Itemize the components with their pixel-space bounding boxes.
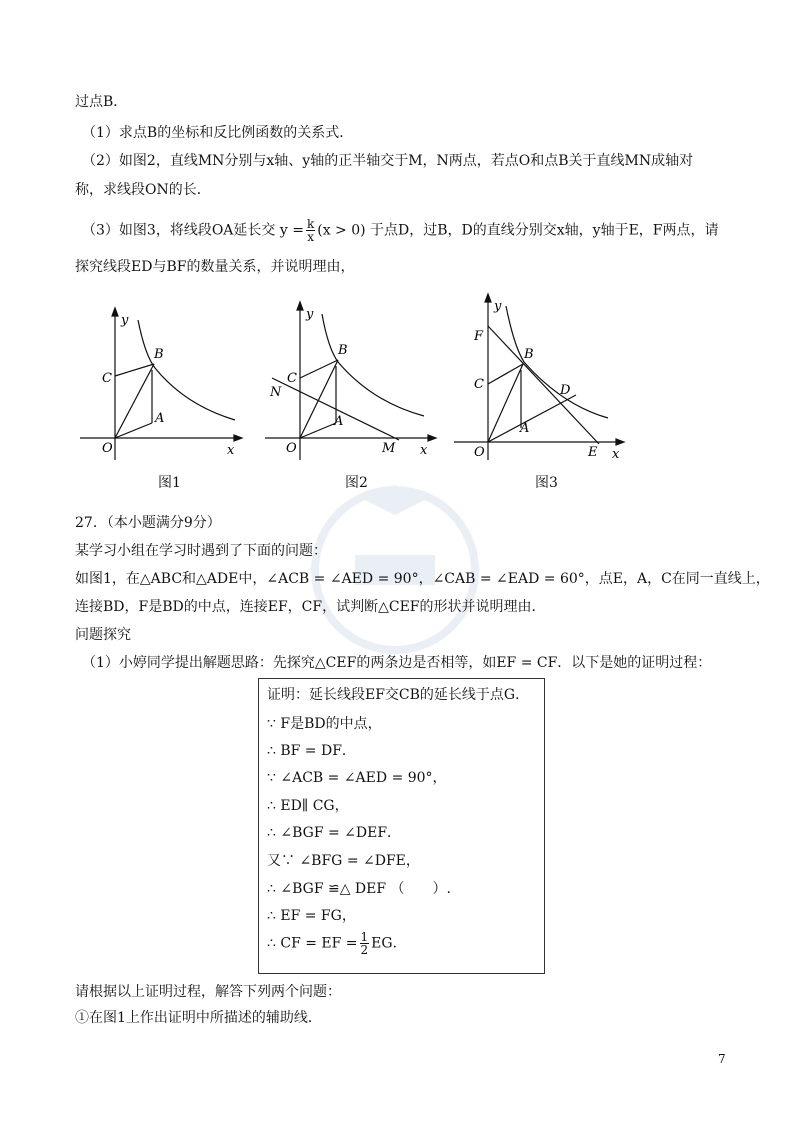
fig2-b-label: B: [338, 343, 348, 358]
figure-3-caption: 图3: [535, 475, 558, 491]
figure-2-caption: 图2: [345, 475, 368, 491]
text-line-4: [82, 218, 719, 243]
fig2-m-label: M: [382, 441, 396, 456]
text-line-4-b: (x > 0) 于点D，过B，D的直线分别交x轴，y轴于E，F两点，请: [317, 222, 719, 239]
fig2-y-label: y: [306, 307, 314, 322]
fig2-o-label: O: [286, 441, 297, 456]
text-line-2: （2）如图2，直线MN分别与x轴、y轴的正半轴交于M，N两点，若点O和点B关于直线MN成轴对: [82, 153, 694, 169]
proof-box: [258, 678, 545, 974]
proof-line-2: ∴ BF = DF．: [267, 743, 356, 759]
proof-line-8: ∴ EF = FG，: [267, 908, 356, 924]
fig1-c-label: C: [102, 371, 112, 386]
text-line-9: 连接BD，F是BD的中点，连接EF，CF，试判断△CEF的形状并说明理由．: [75, 599, 546, 615]
fig1-a-label: A: [155, 411, 165, 426]
proof-line-3: ∵ ∠ACB = ∠AED = 90°，: [267, 770, 447, 786]
text-line-4-a: （3）如图3，将线段OA延长交 y =: [82, 222, 304, 239]
fig3-y-label: y: [494, 299, 502, 314]
fraction-den: x: [307, 230, 314, 244]
text-line-10: 问题探究: [75, 627, 131, 643]
fig1-b-label: B: [154, 347, 164, 362]
text-line-0: 过点B．: [75, 94, 128, 110]
proof-line-6: 又∵ ∠BFG = ∠DFE，: [267, 853, 420, 869]
text-line-8: 如图1，在△ABC和△ADE中，∠ACB = ∠AED = 90°，∠CAB = ∠EAD = 60°，点E，A，C在同一直线上，: [75, 571, 770, 587]
fig2-n-label: N: [270, 385, 282, 400]
text-line-5: 探究线段ED与BF的数量关系，并说明理由，: [75, 259, 355, 275]
text-line-11: （1）小婷同学提出解题思路：先探究△CEF的两条边是否相等，如EF = CF．以下是她的证明过程：: [82, 655, 712, 671]
figure-2: [262, 290, 442, 465]
page-number: 7: [718, 1052, 726, 1066]
proof-line-5: ∴ ∠BGF = ∠DEF．: [267, 825, 402, 841]
fraction-one-half: [360, 931, 370, 956]
fraction-half-num: 1: [360, 930, 369, 944]
fig2-c-label: C: [287, 371, 297, 386]
fraction-half-den: 2: [360, 943, 369, 957]
proof-line-9-a: ∴ CF = EF =: [267, 935, 358, 952]
proof-line-9: [267, 931, 407, 956]
text-line-13: ①在图1上作出证明中所描述的辅助线．: [75, 1010, 322, 1026]
text-line-6: 27．（本小题满分9分）: [75, 515, 221, 531]
text-line-7: 某学习小组在学习时遇到了下面的问题：: [75, 543, 327, 559]
fig3-e-label: E: [588, 445, 598, 460]
fig2-x-label: x: [420, 443, 428, 458]
proof-line-9-b: EG．: [371, 935, 407, 952]
fraction-k-over-x: [306, 218, 315, 243]
fig1-y-label: y: [121, 313, 129, 328]
fig3-c-label: C: [474, 377, 484, 392]
proof-line-1: ∵ F是BD的中点，: [267, 716, 382, 732]
fig3-b-label: B: [524, 347, 534, 362]
fraction-num: k: [306, 217, 315, 231]
proof-line-4: ∴ ED∥ CG，: [267, 798, 349, 814]
proof-line-0: 证明：延长线段EF交CB的延长线于点G．: [267, 687, 530, 703]
fig1-x-label: x: [227, 443, 235, 458]
text-line-3: 称，求线段ON的长．: [75, 182, 211, 198]
fig1-o-label: O: [102, 441, 113, 456]
figure-3: [452, 290, 632, 465]
figure-1: [75, 290, 255, 465]
proof-line-7: ∴ ∠BGF ≌△ DEF （ ）.: [267, 881, 451, 897]
fig3-d-label: D: [560, 383, 571, 398]
figures-row: [0, 290, 800, 500]
figure-1-caption: 图1: [158, 475, 181, 491]
fig3-x-label: x: [612, 447, 620, 462]
text-line-1: （1）求点B的坐标和反比例函数的关系式．: [82, 125, 354, 141]
text-line-12: 请根据以上证明过程，解答下列两个问题：: [75, 984, 341, 1000]
fig3-a-label: A: [520, 421, 530, 436]
fig3-o-label: O: [474, 445, 485, 460]
fig3-f-label: F: [474, 329, 484, 344]
fig2-a-label: A: [334, 414, 344, 429]
